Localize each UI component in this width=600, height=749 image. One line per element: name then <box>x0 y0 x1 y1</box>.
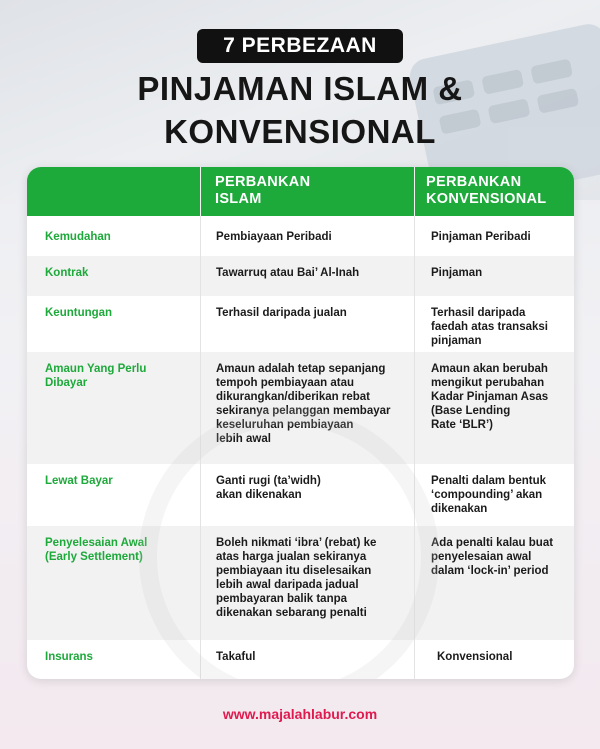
cell-line: tempoh pembiayaan atau <box>216 377 355 389</box>
cell-line: pembiayaan itu diselesaikan <box>216 565 372 577</box>
header-islam: PERBANKAN ISLAM <box>215 174 311 207</box>
cell-konv <box>431 362 548 432</box>
cell-line: Penalti dalam bentuk <box>431 475 547 487</box>
cell-line: Kontrak <box>45 267 89 279</box>
table-row <box>27 352 574 464</box>
cell-line: Dibayar <box>45 377 88 389</box>
cell-line: Keuntungan <box>45 307 113 319</box>
cell-label <box>45 306 112 320</box>
cell-line: Kadar Pinjaman Asas <box>431 391 549 403</box>
cell-islam <box>216 536 376 620</box>
title-line-2: KONVENSIONAL <box>164 113 436 150</box>
cell-line: akan dikenakan <box>216 489 302 501</box>
table-row <box>27 296 574 352</box>
cell-line: dikenakan sebarang penalti <box>216 607 367 619</box>
cell-islam <box>216 306 347 320</box>
cell-line: Takaful <box>216 651 256 663</box>
cell-line: lebih awal <box>216 433 271 445</box>
cell-konv <box>431 474 546 516</box>
cell-line: ‘compounding’ akan <box>431 489 543 501</box>
table-row <box>27 640 574 679</box>
cell-line: dalam ‘lock-in’ period <box>431 565 549 577</box>
cell-line: lebih awal daripada jadual <box>216 579 359 591</box>
badge-7-perbezaan: 7 PERBEZAAN <box>197 29 403 63</box>
cell-konv <box>437 650 512 664</box>
cell-line: pembayaran balik tanpa <box>216 593 348 605</box>
cell-line: dikenakan <box>431 503 488 515</box>
cell-line: Rate ‘BLR’) <box>431 419 493 431</box>
cell-line: dikurangkan/diberikan rebat <box>216 391 371 403</box>
cell-islam <box>216 362 391 446</box>
comparison-table <box>27 167 574 679</box>
table-row <box>27 464 574 526</box>
header-divider-2 <box>414 167 415 216</box>
cell-label <box>45 536 147 564</box>
cell-konv <box>431 230 531 244</box>
table-row <box>27 256 574 296</box>
table-header <box>27 167 574 216</box>
cell-line: Insurans <box>45 651 93 663</box>
cell-label <box>45 650 93 664</box>
cell-line: keseluruhan pembiayaan <box>216 419 354 431</box>
column-divider-2 <box>414 167 415 679</box>
cell-line: Penyelesaian Awal <box>45 537 148 549</box>
cell-line: Terhasil daripada jualan <box>216 307 347 319</box>
cell-islam <box>216 230 332 244</box>
cell-line: (Base Lending <box>431 405 511 417</box>
cell-islam <box>216 266 359 280</box>
cell-line: (Early Settlement) <box>45 551 143 563</box>
cell-line: Terhasil daripada <box>431 307 526 319</box>
title-line-1: PINJAMAN ISLAM & <box>137 70 463 107</box>
cell-line: Amaun Yang Perlu <box>45 363 147 375</box>
cell-line: Amaun akan berubah <box>431 363 548 375</box>
cell-line: Pembiayaan Peribadi <box>216 231 332 243</box>
cell-label <box>45 362 146 390</box>
cell-line: faedah atas transaksi <box>431 321 548 333</box>
cell-line: mengikut perubahan <box>431 377 545 389</box>
cell-line: Kemudahan <box>45 231 111 243</box>
cell-konv <box>431 266 482 280</box>
cell-line: Ada penalti kalau buat <box>431 537 554 549</box>
column-divider-1 <box>200 167 201 679</box>
footer-website: www.majalahlabur.com <box>222 706 378 722</box>
cell-line: Boleh nikmati ‘ibra’ (rebat) ke <box>216 537 377 549</box>
header-divider-1 <box>200 167 201 216</box>
cell-islam <box>216 474 321 502</box>
cell-line: penyelesaian awal <box>431 551 532 563</box>
cell-line: pinjaman <box>431 335 482 347</box>
cell-line: Ganti rugi (ta’widh) <box>216 475 321 487</box>
header-konvensional: PERBANKAN KONVENSIONAL <box>426 174 547 207</box>
cell-line: Amaun adalah tetap sepanjang <box>216 363 386 375</box>
cell-line: Lewat Bayar <box>45 475 113 487</box>
cell-konv <box>431 536 553 578</box>
cell-konv <box>431 306 548 348</box>
cell-label <box>45 266 88 280</box>
cell-line: Konvensional <box>437 651 513 663</box>
cell-line: Tawarruq atau Bai’ Al-Inah <box>216 267 360 279</box>
cell-label <box>45 230 111 244</box>
cell-line: Pinjaman <box>431 267 483 279</box>
cell-line: sekiranya pelanggan membayar <box>216 405 391 417</box>
table-row <box>27 216 574 256</box>
cell-islam <box>216 650 255 664</box>
table-row <box>27 526 574 640</box>
cell-label <box>45 474 113 488</box>
cell-line: Pinjaman Peribadi <box>431 231 531 243</box>
cell-line: atas harga jualan sekiranya <box>216 551 367 563</box>
